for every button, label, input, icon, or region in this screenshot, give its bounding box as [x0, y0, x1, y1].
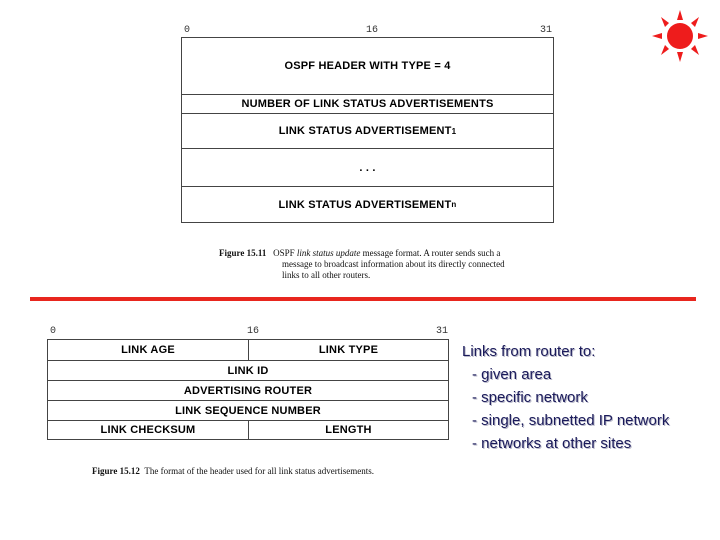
- ad-first-subscript: 1: [451, 126, 457, 136]
- bit-label-mid: 16: [366, 25, 379, 36]
- sun-icon: [652, 10, 708, 62]
- link-type-field: [249, 340, 448, 360]
- link-checksum-label: LINK CHECKSUM: [100, 424, 196, 436]
- caption-text: message to broadcast information about its directly connected: [282, 259, 505, 269]
- bit-label-start: 0: [184, 25, 191, 36]
- link-id-field: [48, 361, 448, 380]
- red-divider: [30, 297, 696, 301]
- link-checksum-field: [48, 421, 248, 439]
- ospf-header-label: OSPF HEADER WITH TYPE = 4: [284, 60, 451, 72]
- ellipsis-field: [182, 149, 553, 186]
- packet-format-box: [181, 37, 554, 223]
- ad-last-label: LINK STATUS ADVERTISEMENT: [278, 198, 452, 211]
- advertising-router-field: [48, 381, 448, 400]
- caption-text: The format of the header used for all link status advertisements.: [144, 466, 375, 476]
- ad-first-label: LINK STATUS ADVERTISEMENT: [278, 125, 452, 137]
- ellipsis-label: . . .: [359, 161, 376, 174]
- link-sequence-number-field: [48, 401, 448, 420]
- caption-text: OSPF: [273, 248, 297, 258]
- notes-heading: Links from router to:: [462, 343, 596, 360]
- link-id-label: LINK ID: [227, 364, 269, 377]
- num-ads-label: NUMBER OF LINK STATUS ADVERTISEMENTS: [241, 98, 494, 110]
- caption-label: Figure 15.12: [92, 466, 140, 476]
- list-item: - single, subnetted IP network: [472, 412, 670, 429]
- link-age-field: [48, 340, 248, 360]
- lsa-header-box: [47, 339, 449, 440]
- caption-text: links to all other routers.: [282, 270, 371, 280]
- bit-label-start: 0: [50, 326, 57, 337]
- list-item: - networks at other sites: [472, 435, 632, 452]
- notes-list: [462, 340, 669, 455]
- length-label: LENGTH: [325, 424, 372, 436]
- bit-label-mid: 16: [247, 326, 260, 337]
- caption-text: message format. A router sends such a: [360, 248, 501, 258]
- ad-first-field: [182, 114, 553, 148]
- caption-italic: link status update: [296, 248, 361, 258]
- list-item: - specific network: [472, 389, 588, 406]
- figure-15-11-caption: [219, 248, 549, 281]
- list-item: - given area: [472, 366, 552, 383]
- ospf-header-field: [182, 38, 553, 94]
- link-type-label: LINK TYPE: [318, 344, 379, 356]
- num-ads-field: [182, 95, 553, 113]
- ad-last-field: [182, 187, 553, 222]
- link-age-label: LINK AGE: [121, 344, 175, 356]
- link-sequence-number-label: LINK SEQUENCE NUMBER: [175, 404, 321, 417]
- ad-last-subscript: n: [451, 200, 457, 209]
- figure-15-12-caption: [92, 466, 452, 477]
- advertising-router-label: ADVERTISING ROUTER: [183, 384, 313, 397]
- caption-label: Figure 15.11: [219, 248, 267, 258]
- length-field: [249, 421, 448, 439]
- bit-label-end: 31: [436, 326, 449, 337]
- bit-label-end: 31: [540, 25, 553, 36]
